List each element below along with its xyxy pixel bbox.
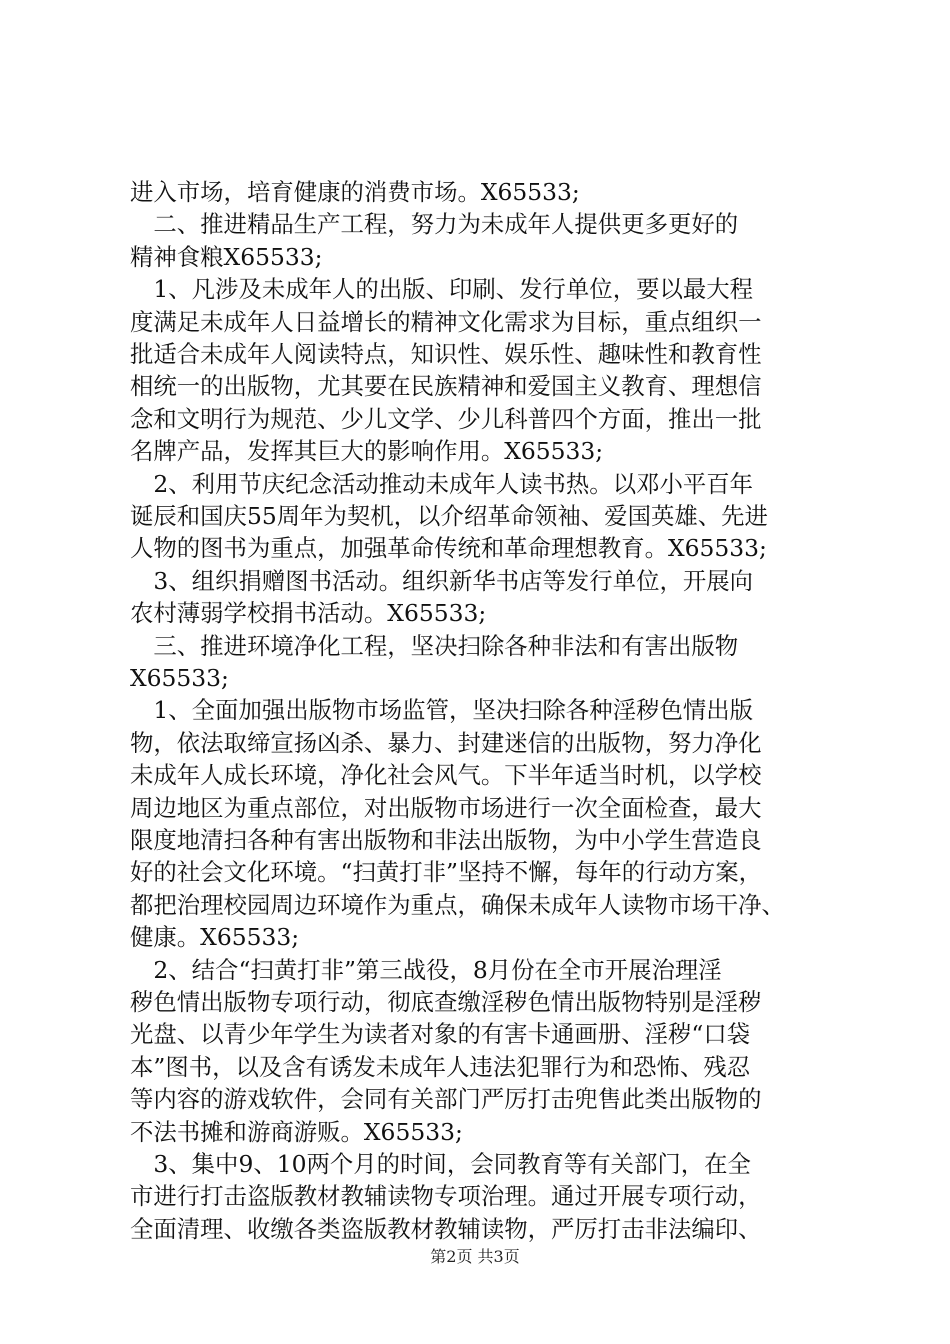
text-line: 名牌产品，发挥其巨大的影响作用。X65533; [130,437,604,466]
text-line: 未成年人成长环境，净化社会风气。下半年适当时机，以学校 [130,761,762,790]
text-line: 等内容的游戏软件，会同有关部门严厉打击兜售此类出版物的 [130,1085,762,1114]
text-line: 3、组织捐赠图书活动。组织新华书店等发行单位，开展向 [130,566,754,595]
text-line: 好的社会文化环境。“扫黄打非”坚持不懈，每年的行动方案， [130,858,763,887]
text-line: 3、集中9、10两个月的时间，会同教育等有关部门，在全 [130,1150,751,1178]
text-line: 周边地区为重点部位，对出版物市场进行一次全面检查，最大 [130,793,762,822]
text-line: 光盘、以青少年学生为读者对象的有害卡通画册、淫秽“口袋 [130,1020,751,1049]
text-line: 都把治理校园周边环境作为重点，确保未成年人读物市场干净、 [130,890,785,919]
text-line: 1、全面加强出版物市场监管，坚决扫除各种淫秽色情出版 [130,696,754,725]
text-line: 念和文明行为规范、少儿文学、少儿科普四个方面，推出一批 [130,404,762,433]
text-line: 精神食粮X65533; [130,242,323,271]
text-line: 相统一的出版物，尤其要在民族精神和爱国主义教育、理想信 [130,372,762,401]
text-line: 2、结合“扫黄打非”第三战役，8月份在全市开展治理淫 [130,955,722,984]
text-line: 诞辰和国庆55周年为契机，以介绍革命领袖、爱国英雄、先进 [130,502,768,530]
text-line: 批适合未成年人阅读特点，知识性、娱乐性、趣味性和教育性 [130,340,762,368]
text-line: 度满足未成年人日益增长的精神文化需求为目标，重点组织一 [130,307,762,336]
text-line: 农村薄弱学校捐书活动。X65533; [130,599,487,628]
text-line: 人物的图书为重点，加强革命传统和革命理想教育。X65533; [130,534,767,563]
text-line: 秽色情出版物专项行动，彻底查缴淫秽色情出版物特别是淫秽 [130,988,762,1016]
text-line: 全面清理、收缴各类盗版教材教辅读物，严厉打击非法编印、 [130,1214,762,1243]
text-line: 2、利用节庆纪念活动推动未成年人读书热。以邓小平百年 [130,469,754,498]
text-line: 健康。X65533; [130,923,300,952]
text-line: 1、凡涉及未成年人的出版、印刷、发行单位，要以最大程 [130,275,754,304]
page-footer: 第2页 共3页 [430,1247,520,1266]
text-line: 限度地清扫各种有害出版物和非法出版物，为中小学生营造良 [130,826,762,854]
text-line: 本”图书，以及含有诱发未成年人违法犯罪行为和恐怖、残忍 [130,1052,751,1081]
text-line: 市进行打击盗版教材教辅读物专项治理。通过开展专项行动， [130,1182,762,1211]
text-line: 不法书摊和游商游贩。X65533; [130,1117,463,1146]
text-line: 三、推进环境净化工程，坚决扫除各种非法和有害出版物 [130,631,739,660]
text-line: 进入市场，培育健康的消费市场。X65533; [130,178,580,206]
text-line: 二、推进精品生产工程，努力为未成年人提供更多更好的 [130,210,739,239]
text-line: 物，依法取缔宣扬凶杀、暴力、封建迷信的出版物，努力净化 [130,728,762,757]
text-line: X65533; [130,664,229,692]
